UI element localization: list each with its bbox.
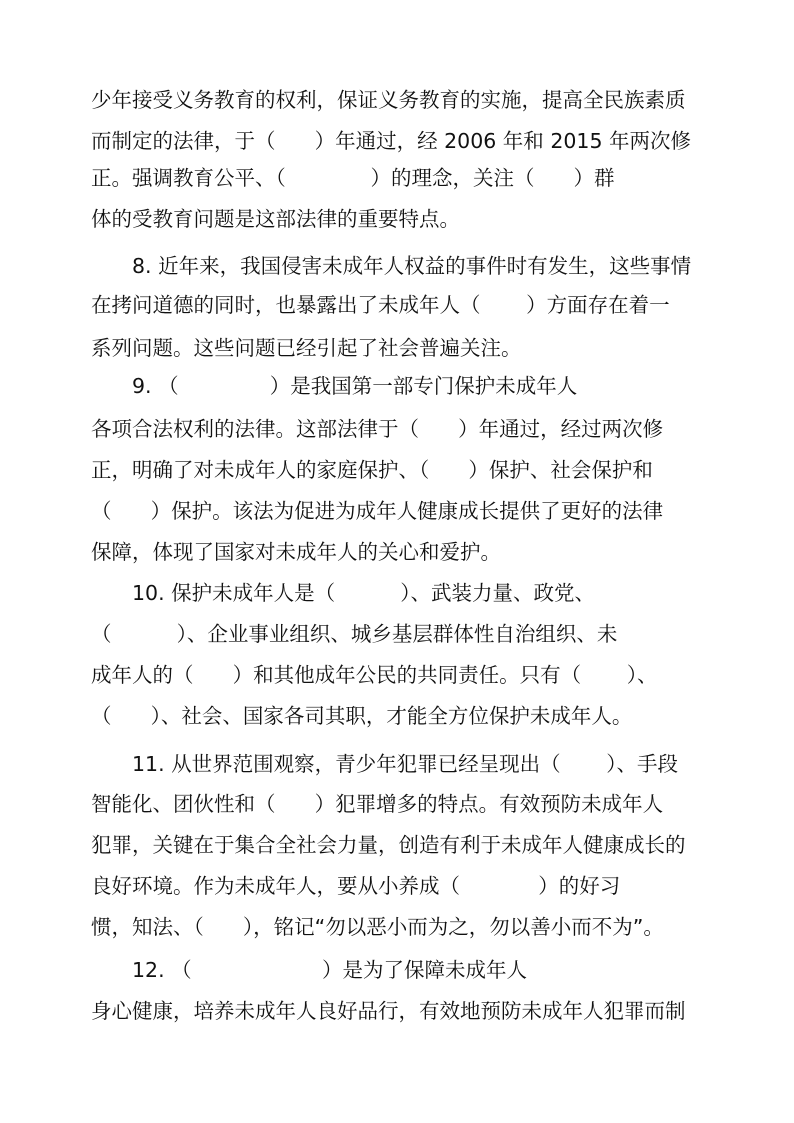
question-12-line: 12. （ ）是为了保障未成年人 xyxy=(132,958,527,982)
text-line: 惯，知法、（ ），铭记“勿以恶小而为之，勿以善小而不为”。 xyxy=(91,915,664,939)
text-line: （ ）、企业事业组织、城乡基层群体性自治组织、未 xyxy=(91,622,618,646)
text-line: 正，明确了对未成年人的家庭保护、（ ）保护、社会保护和 xyxy=(91,458,653,482)
question-9-line: 9. （ ）是我国第一部专门保护未成年人 xyxy=(132,374,578,398)
text-line: 少年接受义务教育的权利，保证义务教育的实施，提高全民族素质 xyxy=(91,88,686,112)
text-line: 各项合法权利的法律。这部法律于（ ）年通过，经过两次修 xyxy=(91,417,664,441)
text-line: 犯罪，关键在于集合全社会力量，创造有利于未成年人健康成长的 xyxy=(91,833,686,857)
question-11-line: 11. 从世界范围观察，青少年犯罪已经呈现出（ ）、手段 xyxy=(132,752,678,776)
text-line: 正。强调教育公平、（ ）的理念，关注（ ）群 xyxy=(91,166,615,190)
text-line: （ ）保护。该法为促进为成年人健康成长提供了更好的法律 xyxy=(91,499,664,523)
text-line: 智能化、团伙性和（ ）犯罪增多的特点。有效预防未成年人 xyxy=(91,792,664,816)
text-line: （ ）、社会、国家各司其职，才能全方位保护未成年人。 xyxy=(91,704,633,728)
question-8-line: 8. 近年来，我国侵害未成年人权益的事件时有发生，这些事情 xyxy=(132,254,692,278)
text-line: 而制定的法律，于（ ）年通过，经 2006 年和 2015 年两次修 xyxy=(91,129,692,153)
text-line: 系列问题。这些问题已经引起了社会普遍关注。 xyxy=(91,336,522,360)
text-line: 在拷问道德的同时，也暴露出了未成年人（ ）方面存在着一 xyxy=(91,293,670,317)
question-10-line: 10. 保护未成年人是（ ）、武装力量、政党、 xyxy=(132,581,596,605)
text-line: 保障，体现了国家对未成年人的关心和爱护。 xyxy=(91,540,501,564)
text-line: 身心健康，培养未成年人良好品行，有效地预防未成年人犯罪而制 xyxy=(91,999,686,1023)
text-line: 体的受教育问题是这部法律的重要特点。 xyxy=(91,207,460,231)
text-line: 成年人的（ ）和其他成年公民的共同责任。只有（ ）、 xyxy=(91,663,658,687)
text-line: 良好环境。作为未成年人，要从小养成（ ）的好习 xyxy=(91,874,621,898)
